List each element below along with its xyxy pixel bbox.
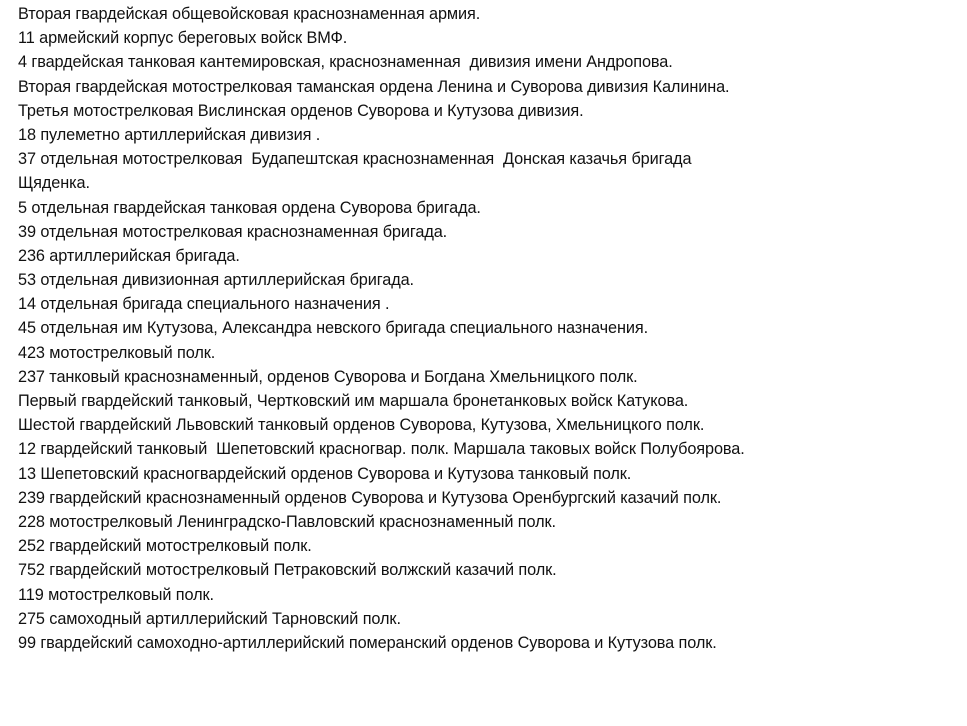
- text-line: Вторая гвардейская общевойсковая краснознаменная армия.: [18, 5, 481, 23]
- text-line: 39 отдельная мотострелковая краснознаменная бригада.: [18, 222, 448, 241]
- text-line: 5 отдельная гвардейская танковая ордена Суворова бригада.: [18, 198, 481, 217]
- text-line: 252 гвардейский мотострелковый полк.: [18, 537, 312, 556]
- text-line: 236 артиллерийская бригада.: [18, 246, 240, 265]
- text-line: Щяденка.: [18, 174, 90, 193]
- text-line: Вторая гвардейская мотострелковая таманская ордена Ленина и Суворова дивизия Калинина.: [18, 77, 730, 96]
- text-line: 37 отдельная мотострелковая Будапештская краснознаменная Донская казачья бригада: [18, 150, 692, 169]
- text-line: 45 отдельная им Кутузова, Александра невского бригада специального назначения.: [18, 319, 649, 338]
- text-line: 237 танковый краснознаменный, орденов Суворова и Богдана Хмельницкого полк.: [18, 367, 638, 386]
- text-line: Третья мотострелковая Вислинская орденов Суворова и Кутузова дивизия.: [18, 101, 584, 120]
- text-line: 53 отдельная дивизионная артиллерийская бригада.: [18, 271, 414, 290]
- text-line: 239 гвардейский краснознаменный орденов Суворова и Кутузова Оренбургский казачий полк.: [18, 488, 722, 507]
- text-line: 4 гвардейская танковая кантемировская, краснознаменная дивизия имени Андропова.: [18, 53, 673, 72]
- text-line: 18 пулеметно артиллерийская дивизия .: [18, 125, 321, 144]
- text-line: 14 отдельная бригада специального назначения .: [18, 295, 390, 314]
- text-line: 13 Шепетовский красногвардейский орденов Суворова и Кутузова танковый полк.: [18, 464, 632, 483]
- text-line: 119 мотострелковый полк.: [18, 585, 214, 604]
- document-text: [18, 2, 963, 655]
- text-line: 275 самоходный артиллерийский Тарновский полк.: [18, 609, 401, 628]
- text-line: Первый гвардейский танковый, Чертковский им маршала бронетанковых войск Катукова.: [18, 392, 689, 410]
- text-line: 228 мотострелковый Ленинградско-Павловский краснознаменный полк.: [18, 512, 556, 531]
- text-line: 11 армейский корпус береговых войск ВМФ.: [18, 29, 348, 48]
- text-line: 752 гвардейский мотострелковый Петраковский волжский казачий полк.: [18, 561, 557, 580]
- text-line: 99 гвардейский самоходно-артиллерийский померанский орденов Суворова и Кутузова полк.: [18, 633, 717, 652]
- text-line: 12 гвардейский танковый Шепетовский красногвар. полк. Маршала таковых войск Полубоярова.: [18, 440, 745, 459]
- text-line: 423 мотострелковый полк.: [18, 343, 216, 362]
- text-line: Шестой гвардейский Львовский танковый орденов Суворова, Кутузова, Хмельницкого полк.: [18, 416, 705, 435]
